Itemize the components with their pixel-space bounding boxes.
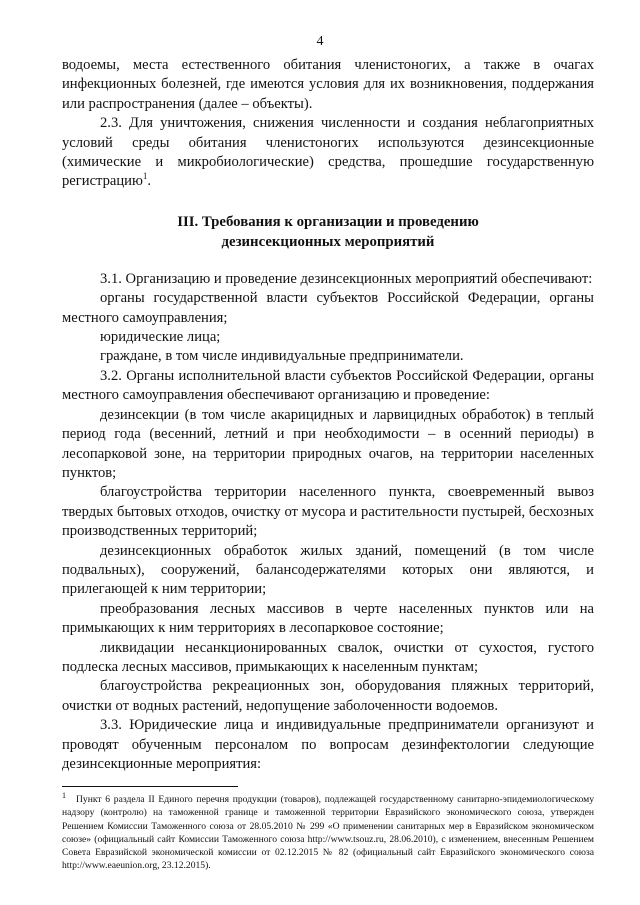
section-heading-line: дезинсекционных мероприятий [221, 233, 435, 250]
section-heading [62, 212, 594, 252]
paragraph: юридические лица; [100, 329, 221, 346]
paragraph: дезинсекции (в том числе акарицидных и ларвицидных обработок) в теплый период года (весенний, летний и при необходимости – в осенний периоды) в лесопарковой зоне, на территории природных очагов, на территории населенных пунктов; [62, 406, 594, 481]
paragraph: органы государственной власти субъектов Российской Федерации, органы местного самоуправления; [62, 290, 594, 326]
section-heading-line: III. Требования к организации и проведению [177, 213, 479, 230]
footnote-mark: 1 [62, 790, 66, 800]
paragraph: ликвидации несанкционированных свалок, очистки от сухостоя, густого подлеска лесных массивов, примыкающих к населенным пунктам; [62, 639, 594, 675]
paragraph: 3.1. Организацию и проведение дезинсекционных мероприятий обеспечивают: [100, 270, 593, 287]
footnote-divider [62, 786, 238, 787]
paragraph: благоустройства рекреационных зон, оборудования пляжных территорий, очистки от водных растений, недопущение заболоченности водоемов. [62, 678, 594, 714]
paragraph: 3.3. Юридические лица и индивидуальные предприниматели организуют и проводят обученным персоналом по вопросам дезинфектологии следующие дезинсекционные мероприятия: [62, 717, 594, 772]
intro-paragraph: 2.3. Для уничтожения, снижения численности и создания неблагоприятных условий среды обитания членистоногих используются дезинсекционные (химические и микробиологические) средства, прошедшие государственную регистрацию$^1$. [62, 115, 594, 190]
page-number: 4 [316, 34, 324, 49]
footnote-text: Пункт 6 раздела II Единого перечня продукции (товаров), подлежащей государственному санитарно-эпидемиологическому надзору (контролю) на таможенной границе и таможенной территории Евразийского экономического союза, утвержден Решением Комиссии Таможенного союза от 28.05.2010 № 299 «О применении санитарных мер в Евразийском экономическом союзе» (официальный сайт Комиссии Таможенного союза http://www.tsouz.ru, 28.06.2010), с изменением, внесенным Решением Совета Евразийской экономической комиссии от 02.12.2015 № 82 (официальный сайт Евразийского экономического союза http://www.eaeunion.org, 23.12.2015). [62, 794, 594, 872]
document-body [62, 56, 594, 774]
paragraph: 3.2. Органы исполнительной власти субъектов Российской Федерации, органы местного самоуправления обеспечивают организацию и проведение: [62, 367, 594, 404]
paragraph: благоустройства территории населенного пункта, своевременный вывоз твердых бытовых отходов, очистку от мусора и растительности пустырей, бесхозных производственных территорий; [62, 484, 594, 540]
paragraph: граждане, в том числе индивидуальные предприниматели. [100, 348, 464, 365]
intro-paragraph: водоемы, места естественного обитания членистоногих, а также в очагах инфекционных болезней, где имеются условия для их возникновения, поддержания или распространения (далее – объекты). [62, 57, 594, 112]
footnote-reference[interactable]: 1 [142, 171, 148, 182]
paragraph: дезинсекционных обработок жилых зданий, помещений (в том числе подвальных), сооружений, балансодержателями которых они являются, и прилегающей к ним территории; [62, 542, 594, 598]
paragraph-text: 2.3. Для уничтожения, снижения численности и создания неблагоприятных условий среды обитания членистоногих используются дезинсекционные (химические и микробиологические) средства, прошедшие государственную регистрацию [62, 115, 594, 190]
footnote [62, 790, 594, 873]
paragraph: преобразования лесных массивов в черте населенных пунктов или на примыкающих к ним территориях в лесопарковое состояние; [62, 600, 594, 637]
